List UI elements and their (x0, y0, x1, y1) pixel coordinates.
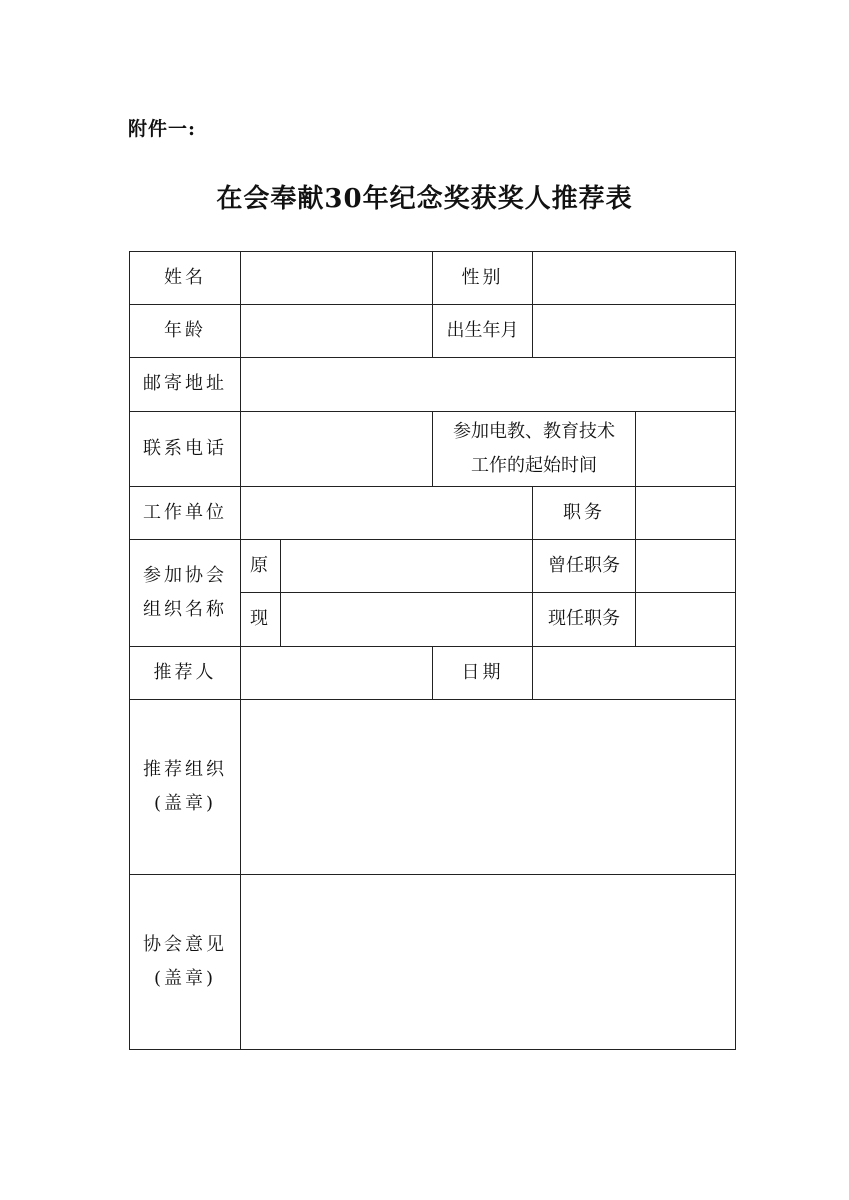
recommending-org-label-line1: 推荐组织 (143, 758, 227, 780)
row-phone-start-time (130, 412, 736, 487)
age-field[interactable] (241, 305, 433, 358)
current-position-label: 现任职务 (533, 593, 636, 647)
association-opinion-label (130, 875, 241, 1050)
age-label: 年龄 (130, 305, 241, 358)
association-label (130, 540, 241, 647)
address-label: 邮寄地址 (130, 358, 241, 412)
date-label: 日期 (433, 647, 533, 700)
row-association-opinion (130, 875, 736, 1050)
attachment-label: 附件一: (128, 118, 197, 140)
recommender-label: 推荐人 (130, 647, 241, 700)
phone-label: 联系电话 (130, 412, 241, 487)
work-unit-label: 工作单位 (130, 487, 241, 540)
association-label-line1: 参加协会 (143, 564, 227, 586)
gender-field[interactable] (533, 252, 736, 305)
gender-label: 性别 (433, 252, 533, 305)
recommending-org-label (130, 700, 241, 875)
association-label-line2: 组织名称 (143, 599, 227, 620)
former-position-label: 曾任职务 (533, 540, 636, 593)
current-label: 现 (241, 593, 281, 647)
start-time-label (433, 412, 636, 487)
recommendation-form-table (129, 251, 736, 1050)
birth-field[interactable] (533, 305, 736, 358)
row-address (130, 358, 736, 412)
row-age-birth (130, 305, 736, 358)
row-recommender-date (130, 647, 736, 700)
recommender-field[interactable] (241, 647, 433, 700)
start-time-field[interactable] (636, 412, 736, 487)
former-label: 原 (241, 540, 281, 593)
former-position-field[interactable] (636, 540, 736, 593)
date-field[interactable] (533, 647, 736, 700)
position-field[interactable] (636, 487, 736, 540)
association-opinion-field[interactable] (241, 875, 736, 1050)
former-association-field[interactable] (281, 540, 533, 593)
row-recommending-org (130, 700, 736, 875)
page-title: 在会奉献30年纪念奖获奖人推荐表 (216, 184, 633, 214)
recommending-org-seal: (盖章) (153, 793, 217, 814)
row-association-former (130, 540, 736, 593)
start-time-label-line1: 参加电教、教育技术 (453, 420, 615, 442)
start-time-label-line2: 工作的起始时间 (471, 455, 597, 476)
name-field[interactable] (241, 252, 433, 305)
name-label: 姓名 (130, 252, 241, 305)
address-field[interactable] (241, 358, 736, 412)
work-unit-field[interactable] (241, 487, 533, 540)
position-label: 职务 (533, 487, 636, 540)
current-position-field[interactable] (636, 593, 736, 647)
row-name-gender (130, 252, 736, 305)
phone-field[interactable] (241, 412, 433, 487)
birth-label: 出生年月 (433, 305, 533, 358)
recommending-org-field[interactable] (241, 700, 736, 875)
current-association-field[interactable] (281, 593, 533, 647)
association-opinion-seal: (盖章) (153, 968, 217, 989)
row-work-unit (130, 487, 736, 540)
association-opinion-label-line1: 协会意见 (143, 933, 227, 955)
